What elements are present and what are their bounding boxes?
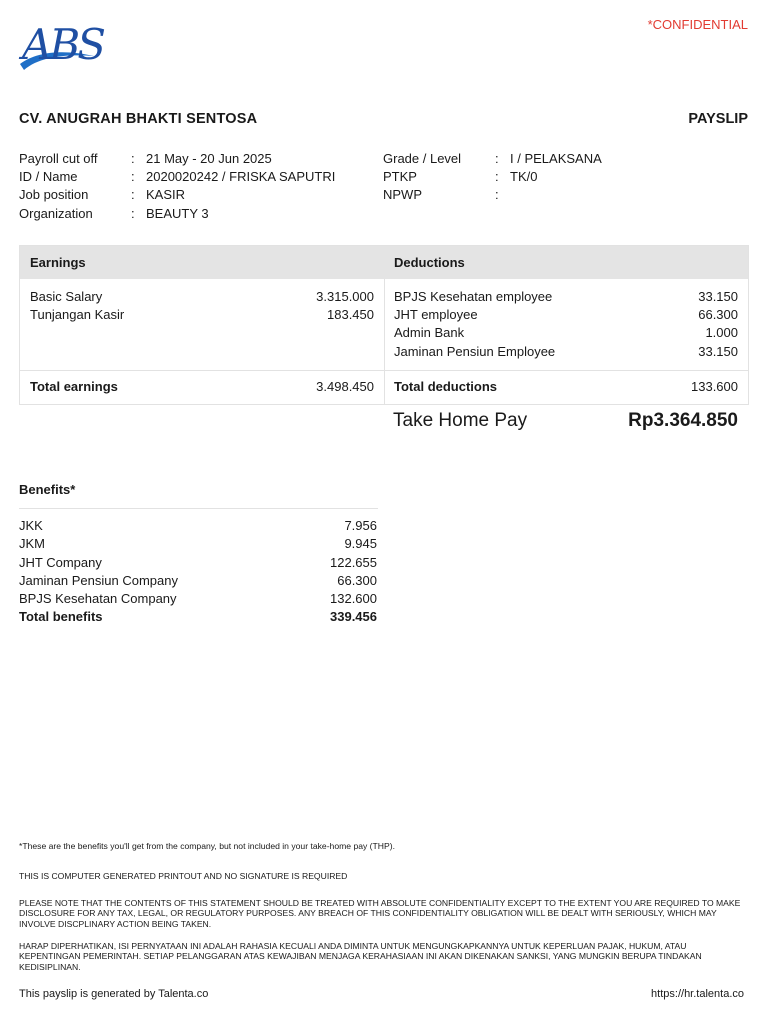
total-divider — [20, 370, 748, 371]
deduction-item — [394, 288, 738, 306]
earning-name: Basic Salary — [30, 289, 103, 304]
confidentiality-note-en: PLEASE NOTE THAT THE CONTENTS OF THIS STATEMENT SHOULD BE TREATED WITH ABSOLUTE CONFIDENTIALITY EXCEPT TO THE EXTENT YOU ARE REQUIRED TO MAKE DISCLOSURE FOR ANY TAX, LEGAL, OR REGULATORY PURPOSES. ANY BREACH OF THIS CONFIDENTIALITY OBLIGATION WILL BE DEALT WITH SERIOUSLY, WHICH MAY INVOLVE DISCPLINARY ACTION BEING TAKEN. — [19, 898, 741, 929]
company-name: CV. ANUGRAH BHAKTI SENTOSA — [19, 111, 258, 127]
info-row-ptkp — [383, 168, 602, 186]
info-label: ID / Name — [19, 169, 78, 185]
deduction-amount: 33.150 — [698, 289, 738, 304]
deduction-item — [394, 324, 738, 342]
earning-amount: 3.315.000 — [316, 289, 374, 304]
deduction-name: Jaminan Pensiun Employee — [394, 343, 556, 359]
earning-item — [30, 306, 374, 324]
deduction-name: JHT employee — [394, 307, 478, 323]
total-deductions-label: Total deductions — [394, 379, 498, 394]
benefit-name: Jaminan Pensiun Company — [19, 572, 178, 588]
employee-info-right — [383, 150, 602, 205]
info-label: Organization — [19, 205, 93, 221]
benefit-item — [19, 554, 377, 572]
document-title: PAYSLIP — [688, 111, 748, 127]
table-header — [20, 246, 748, 279]
info-value: BEAUTY 3 — [146, 205, 209, 221]
info-value: I / PELAKSANA — [510, 151, 602, 166]
earning-item — [30, 288, 374, 306]
info-label: Job position — [19, 187, 89, 203]
deduction-item — [394, 343, 738, 361]
total-benefits-label: Total benefits — [19, 609, 103, 625]
benefit-footnote: *These are the benefits you'll get from the company, but not included in your take-home pay (THP). — [19, 841, 395, 851]
total-benefits-value: 339.456 — [330, 609, 377, 625]
info-label: NPWP — [383, 187, 422, 203]
earning-name: Tunjangan Kasir — [30, 307, 125, 323]
info-row-id-name — [19, 168, 335, 186]
benefit-name: JHT Company — [19, 554, 102, 570]
total-deductions-row — [394, 379, 738, 394]
computer-generated-note: THIS IS COMPUTER GENERATED PRINTOUT AND NO SIGNATURE IS REQUIRED — [19, 871, 348, 881]
info-label: Payroll cut off — [19, 151, 98, 166]
info-row-npwp — [383, 186, 602, 204]
employee-info-left — [19, 150, 335, 223]
footer-url-link[interactable]: https://hr.talenta.co — [651, 988, 744, 1000]
info-separator: : — [131, 187, 135, 203]
benefit-amount: 66.300 — [337, 572, 377, 588]
logo-text: ABS — [22, 20, 103, 69]
total-benefits-row — [19, 608, 377, 626]
benefit-item — [19, 535, 377, 553]
deduction-item — [394, 306, 738, 324]
benefits-title: Benefits* — [19, 482, 76, 497]
benefit-amount: 7.956 — [344, 518, 377, 533]
take-home-pay-value: Rp3.364.850 — [628, 410, 738, 431]
info-label: PTKP — [383, 169, 417, 185]
info-value: 21 May - 20 Jun 2025 — [146, 151, 272, 166]
benefits-list — [19, 517, 377, 627]
confidentiality-note-id: HARAP DIPERHATIKAN, ISI PERNYATAAN INI ADALAH RAHASIA KECUALI ANDA DIMINTA UNTUK MENGUNGKAPKANNYA UNTUK KEPERLUAN PAJAK, HUKUM, ATAU KEPENTINGAN PEMERINTAH. SETIAP PELANGGARAN ATAS KEWAJIBAN MENJAGA KERAHASIAAN INI AKAN DIKENAKAN SANKSI, YANG MUNGKIN BERUPA TINDAKAN KEDISIPLINAN. — [19, 941, 702, 972]
deductions-header: Deductions — [394, 255, 465, 270]
earnings-header: Earnings — [30, 255, 86, 270]
earnings-list — [30, 288, 374, 324]
benefit-name: BPJS Kesehatan Company — [19, 591, 177, 607]
earning-amount: 183.450 — [327, 307, 374, 323]
info-label: Grade / Level — [383, 151, 462, 166]
info-separator: : — [495, 187, 499, 203]
info-row-grade-level — [383, 150, 602, 168]
deduction-amount: 33.150 — [698, 343, 738, 359]
info-value: KASIR — [146, 187, 186, 203]
benefit-amount: 9.945 — [344, 536, 377, 552]
deduction-name: BPJS Kesehatan employee — [394, 289, 553, 304]
benefit-name: JKK — [19, 518, 43, 533]
info-separator: : — [131, 151, 135, 166]
total-earnings-value: 3.498.450 — [316, 379, 374, 394]
take-home-pay-label: Take Home Pay — [393, 410, 528, 431]
column-divider — [384, 279, 385, 404]
benefit-item — [19, 572, 377, 590]
info-value: 2020020242 / FRISKA SAPUTRI — [146, 169, 336, 185]
deductions-list — [394, 288, 738, 361]
take-home-pay — [393, 410, 738, 432]
info-separator: : — [495, 169, 499, 185]
total-deductions-value: 133.600 — [691, 379, 738, 394]
generated-by-text: This payslip is generated by Talenta.co — [19, 988, 209, 1000]
benefit-amount: 122.655 — [330, 554, 377, 570]
benefit-item — [19, 517, 377, 535]
total-earnings-label: Total earnings — [30, 379, 118, 394]
benefit-amount: 132.600 — [330, 591, 377, 607]
company-logo — [18, 20, 103, 76]
benefits-divider — [19, 508, 378, 509]
info-separator: : — [495, 151, 499, 166]
info-row-organization — [19, 205, 335, 223]
info-value: TK/0 — [510, 169, 538, 185]
benefit-name: JKM — [19, 536, 45, 552]
benefit-item — [19, 590, 377, 608]
deduction-amount: 66.300 — [698, 307, 738, 323]
earnings-deductions-table — [19, 245, 749, 405]
total-earnings-row — [30, 379, 374, 394]
info-row-job-position — [19, 186, 335, 204]
confidential-label: *CONFIDENTIAL — [647, 17, 748, 32]
info-separator: : — [131, 205, 135, 221]
deduction-amount: 1.000 — [705, 325, 738, 341]
info-separator: : — [131, 169, 135, 185]
deduction-name: Admin Bank — [394, 325, 465, 341]
info-row-payroll-cutoff — [19, 150, 335, 168]
